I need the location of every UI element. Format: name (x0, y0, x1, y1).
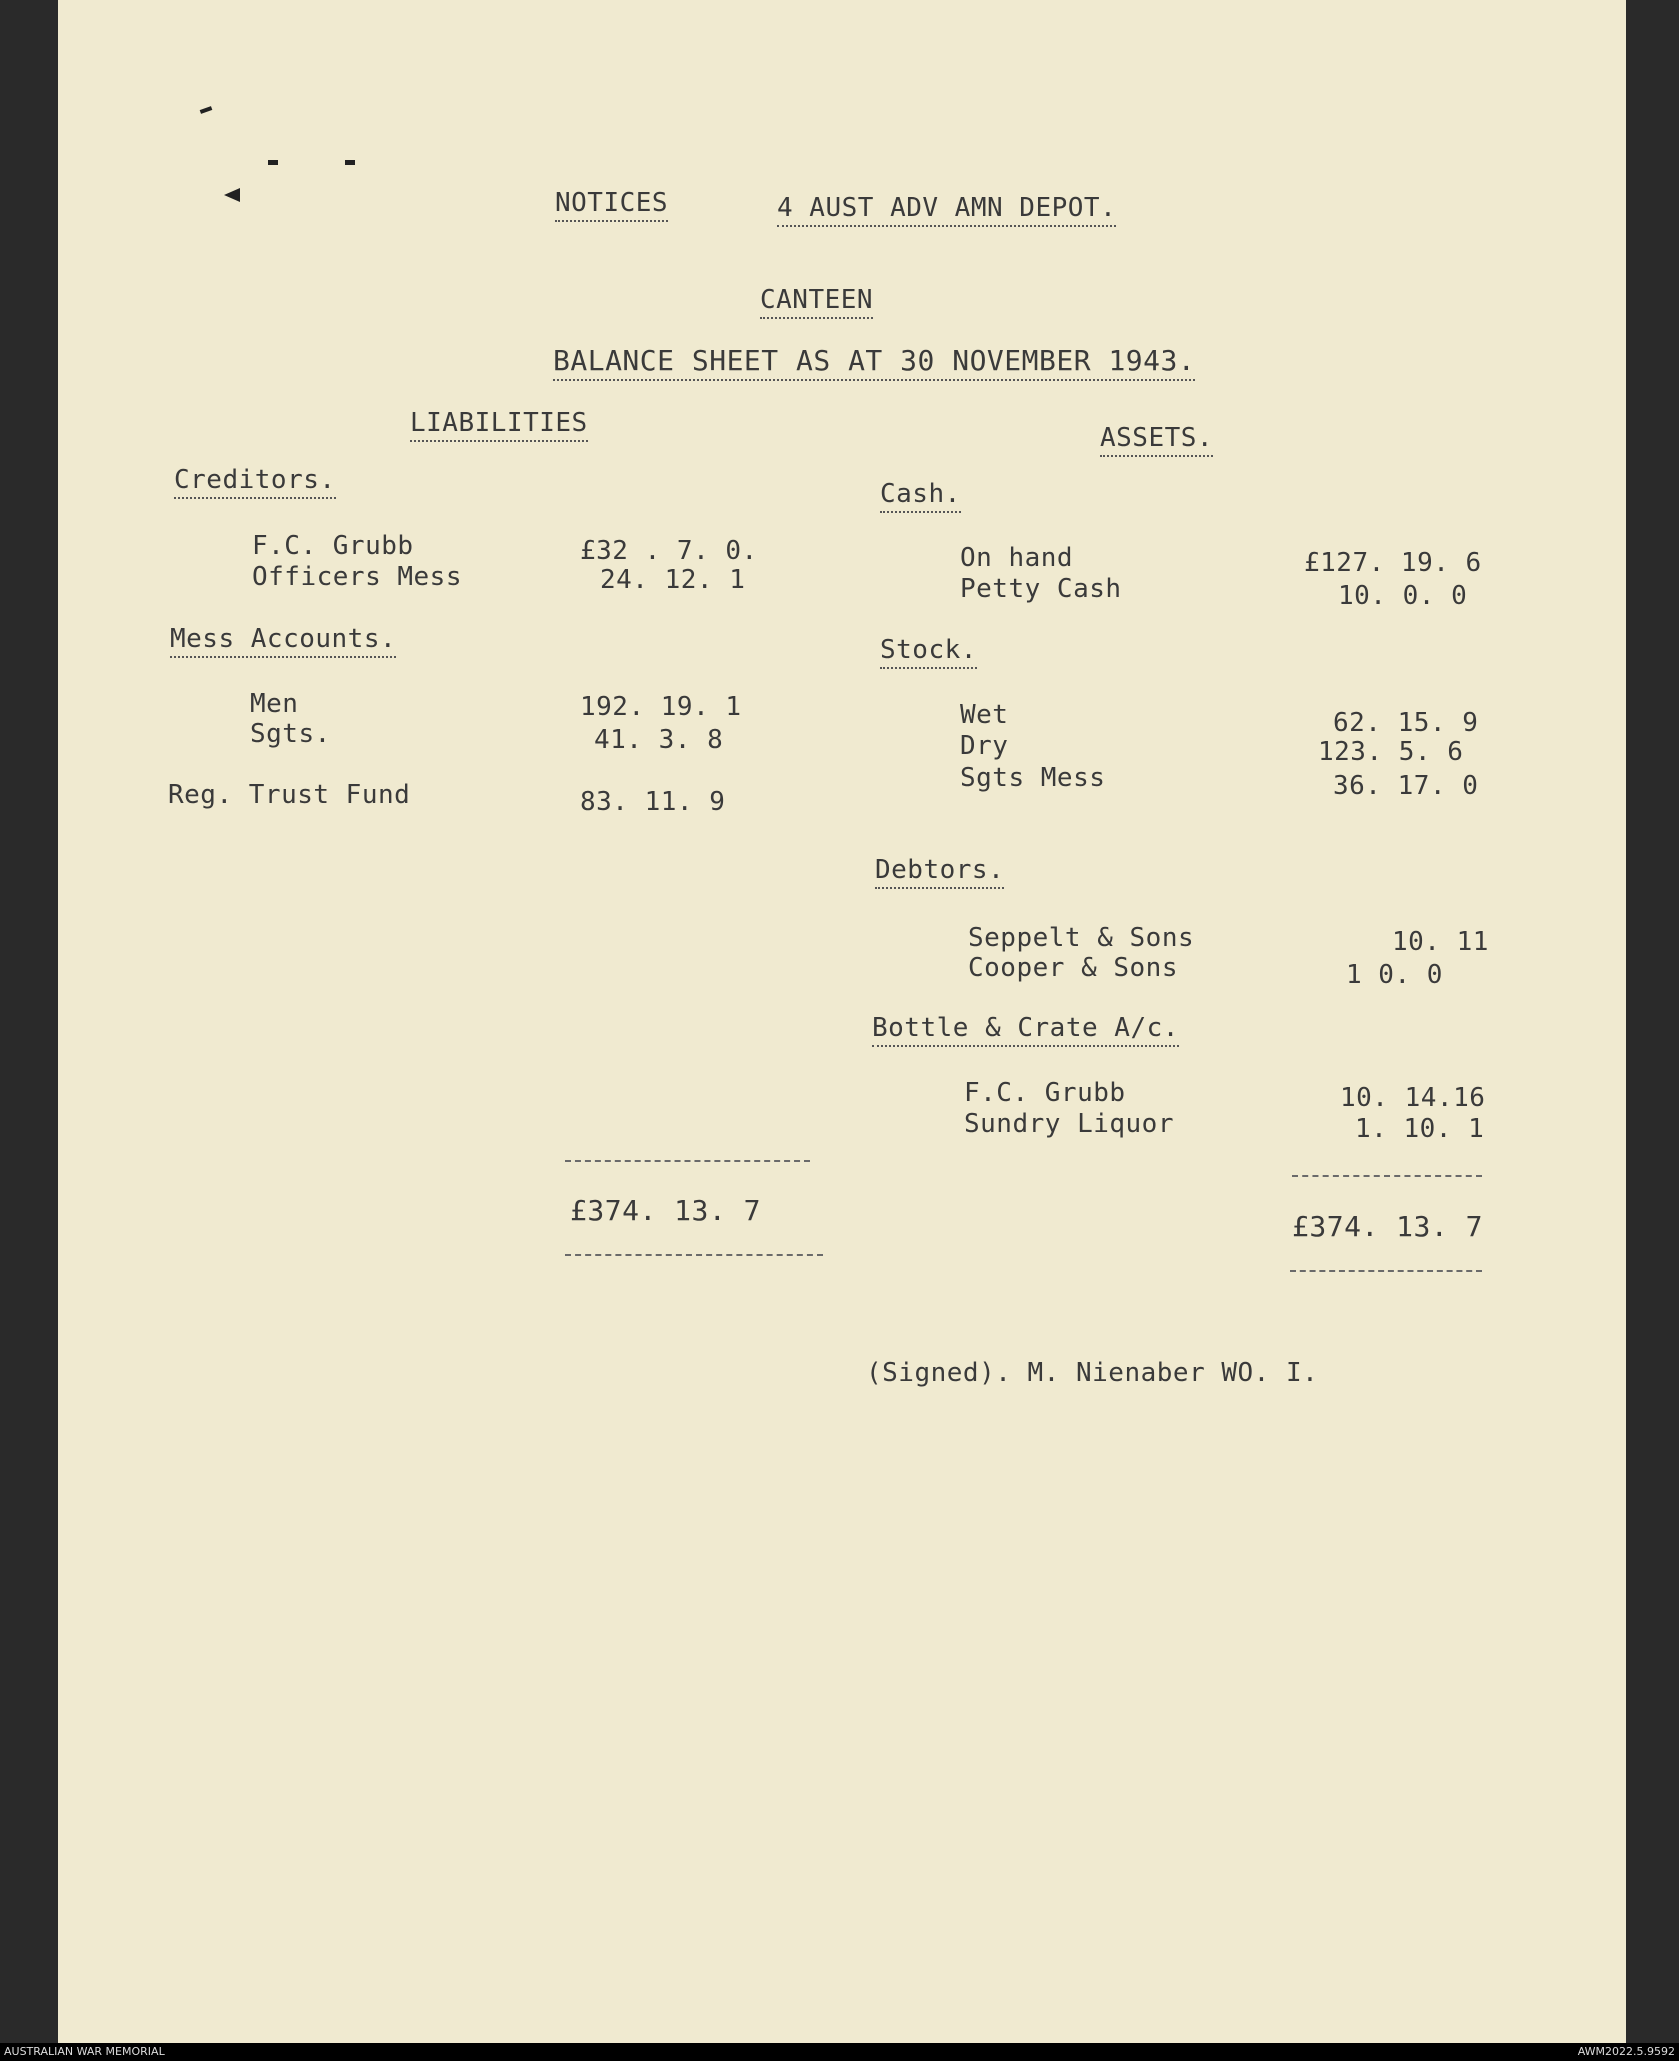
sgts-mess-amount: 36. 17. 0 (1333, 771, 1479, 801)
notices-heading: NOTICES (555, 190, 668, 222)
petty-cash-amount: 10. 0. 0 (1338, 581, 1468, 611)
sgts-mess-label: Sgts Mess (960, 763, 1106, 793)
reg-trust-fund-label: Reg. Trust Fund (168, 780, 411, 810)
stock-label: Stock. (880, 637, 977, 669)
on-hand-label: On hand (960, 543, 1074, 573)
assets-heading: ASSETS. (1100, 425, 1213, 457)
creditors-label: Creditors. (174, 467, 336, 499)
footer-institution: AUSTRALIAN WAR MEMORIAL (4, 2045, 165, 2058)
liabilities-total: £374. 13. 7 (570, 1194, 761, 1227)
cooper-amount: 1 0. 0 (1346, 960, 1443, 990)
bottle-fc-grubb-label: F.C. Grubb (964, 1078, 1126, 1108)
sundry-liquor-label: Sundry Liquor (964, 1109, 1174, 1139)
footer-reference: AWM2022.5.9592 (1577, 2045, 1675, 2058)
on-hand-amount: £127. 19. 6 (1304, 548, 1482, 578)
sgts-amount: 41. 3. 8 (594, 725, 724, 755)
assets-total-rule-top (1292, 1175, 1482, 1177)
mess-accounts-label: Mess Accounts. (170, 626, 396, 658)
sundry-liquor-amount: 1. 10. 1 (1355, 1114, 1485, 1144)
liabilities-heading: LIABILITIES (410, 410, 588, 442)
sgts-label: Sgts. (250, 719, 331, 749)
bottle-fc-grubb-amount: 10. 14.16 (1340, 1083, 1486, 1113)
wet-label: Wet (960, 700, 1009, 730)
assets-total: £374. 13. 7 (1292, 1210, 1483, 1243)
fc-grubb-label: F.C. Grubb (252, 531, 414, 561)
dry-label: Dry (960, 731, 1009, 761)
wet-amount: 62. 15. 9 (1333, 708, 1479, 738)
ink-mark (268, 160, 278, 165)
men-label: Men (250, 689, 299, 719)
liabilities-total-rule-top (565, 1160, 810, 1162)
canteen-heading: CANTEEN (760, 287, 873, 319)
dry-amount: 123. 5. 6 (1318, 737, 1464, 767)
seppelt-amount: 10. 11 (1392, 927, 1489, 957)
debtors-label: Debtors. (875, 857, 1004, 889)
liabilities-total-rule-bottom (565, 1254, 823, 1256)
cash-label: Cash. (880, 481, 961, 513)
ink-mark (345, 160, 355, 165)
petty-cash-label: Petty Cash (960, 574, 1122, 604)
officers-mess-amount: 24. 12. 1 (600, 565, 746, 595)
bottle-crate-label: Bottle & Crate A/c. (872, 1015, 1179, 1047)
officers-mess-label: Officers Mess (252, 562, 462, 592)
assets-total-rule-bottom (1290, 1270, 1482, 1272)
fc-grubb-amount: £32 . 7. 0. (580, 536, 758, 566)
archive-footer-bar (0, 2043, 1679, 2061)
seppelt-label: Seppelt & Sons (968, 923, 1195, 953)
balance-sheet-title: BALANCE SHEET AS AT 30 NOVEMBER 1943. (553, 347, 1195, 381)
depot-heading: 4 AUST ADV AMN DEPOT. (777, 195, 1116, 227)
reg-trust-fund-amount: 83. 11. 9 (580, 787, 726, 817)
cooper-label: Cooper & Sons (968, 953, 1178, 983)
men-amount: 192. 19. 1 (580, 692, 742, 722)
signature-line: (Signed). M. Nienaber WO. I. (866, 1358, 1319, 1388)
